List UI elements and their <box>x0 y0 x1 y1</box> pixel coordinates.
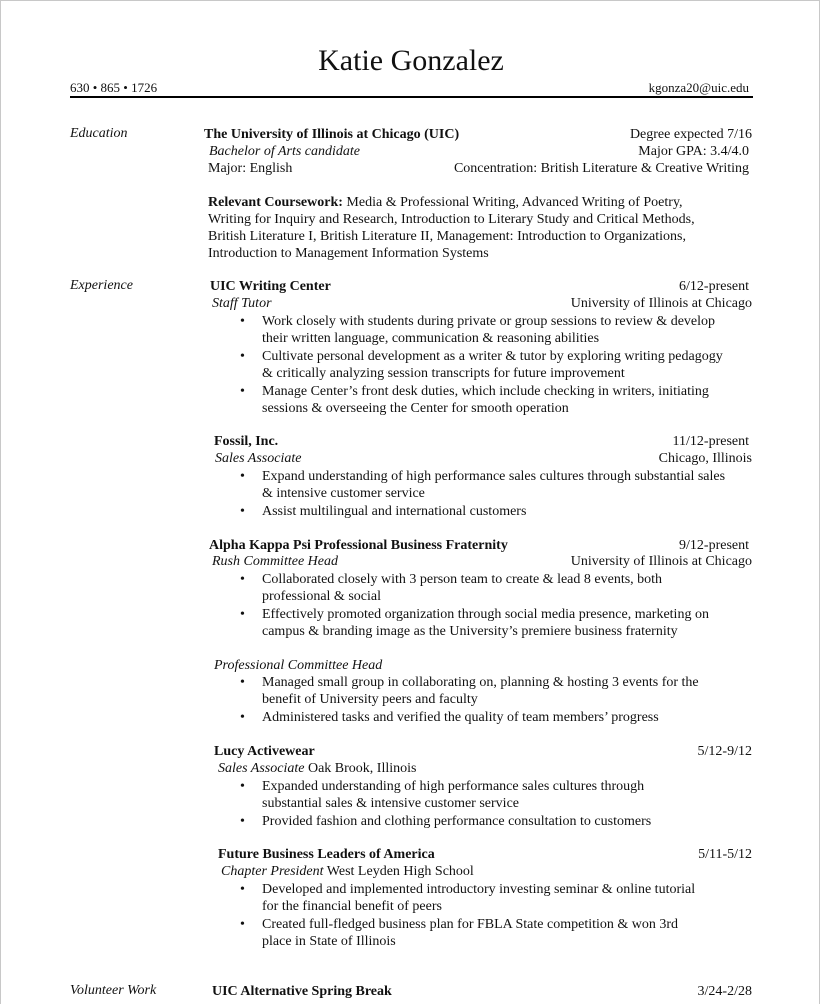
list-item: • Effectively promoted organization through social media presence, marketing on campus & branding image as the University’s premiere business fraternity <box>240 606 709 640</box>
list-item: • Expanded understanding of high performance sales cultures through substantial sales & intensive customer service <box>240 778 651 812</box>
job-org: Alpha Kappa Psi Professional Business Fraternity <box>209 538 508 553</box>
list-item: • Work closely with students during private or group sessions to review & develop their written language, communication & reasoning abilities <box>240 313 723 347</box>
volunteer-dates: 3/24-2/28 <box>697 984 752 999</box>
phone-number: 630 • 865 • 1726 <box>70 80 158 95</box>
list-item: • Cultivate personal development as a writer & tutor by exploring writing pedagogy & critically analyzing session transcripts for future improvement <box>240 348 723 382</box>
job-bullets <box>240 571 709 641</box>
section-label-education: Education <box>70 126 128 141</box>
list-item: • Expand understanding of high performance sales cultures through substantial sales & intensive customer service <box>240 468 725 502</box>
coursework-label: Relevant Coursework: <box>208 195 343 210</box>
education-degree-expected: Degree expected 7/16 <box>629 127 752 142</box>
education-major: Major: English <box>208 161 293 176</box>
list-item: • Developed and implemented introductory investing seminar & online tutorial for the financial benefit of peers <box>240 881 695 915</box>
job-org: Future Business Leaders of America <box>218 847 435 862</box>
job-bullets <box>240 313 723 418</box>
job-org: Lucy Activewear <box>214 744 315 759</box>
job-location: University of Illinois at Chicago <box>570 554 752 569</box>
header-rule <box>70 96 753 98</box>
job-bullets <box>240 881 695 951</box>
list-item: • Provided fashion and clothing performance consultation to customers <box>240 813 651 830</box>
section-label-volunteer: Volunteer Work <box>70 983 157 998</box>
job-bullets-secondary <box>240 674 699 727</box>
coursework-line: British Literature I, British Literature II, Management: Introduction to Organizations, <box>208 229 686 244</box>
job-location: Chicago, Illinois <box>658 451 752 466</box>
list-item: • Collaborated closely with 3 person team to create & lead 8 events, both professional & social <box>240 571 709 605</box>
education-degree: Bachelor of Arts candidate <box>209 144 360 159</box>
job-location: University of Illinois at Chicago <box>570 296 752 311</box>
job-role: Rush Committee Head <box>212 554 338 569</box>
list-item: • Administered tasks and verified the quality of team members’ progress <box>240 709 699 726</box>
list-item: • Created full-fledged business plan for FBLA State competition & won 3rd place in State of Illinois <box>240 916 695 950</box>
coursework-line: Media & Professional Writing, Advanced Writing of Poetry, <box>342 195 683 210</box>
job-dates: 5/11-5/12 <box>698 847 752 862</box>
candidate-name: Katie Gonzalez <box>318 44 504 77</box>
education-gpa: Major GPA: 3.4/4.0 <box>638 144 749 159</box>
job-dates: 6/12-present <box>679 279 749 294</box>
email-address: kgonza20@uic.edu <box>648 80 749 95</box>
coursework-line: Writing for Inquiry and Research, Introduction to Literary Study and Critical Methods, <box>208 212 695 227</box>
job-dates: 5/12-9/12 <box>697 744 752 759</box>
list-item: • Manage Center’s front desk duties, which include checking in writers, initiating sessions & overseeing the Center for smooth operation <box>240 383 723 417</box>
job-location: West Leyden High School <box>323 864 474 879</box>
job-dates: 9/12-present <box>679 538 749 553</box>
job-role: Staff Tutor <box>212 296 272 311</box>
job-location: Oak Brook, Illinois <box>304 761 417 776</box>
section-label-experience: Experience <box>70 278 133 293</box>
job-bullets <box>240 778 651 831</box>
job-role-location <box>221 863 474 880</box>
coursework-line: Introduction to Management Information Systems <box>208 246 489 261</box>
job-role: Sales Associate <box>215 451 302 466</box>
volunteer-org: UIC Alternative Spring Break <box>212 984 392 999</box>
relevant-coursework <box>208 194 683 211</box>
list-item: • Managed small group in collaborating on, planning & hosting 3 events for the benefit of University peers and faculty <box>240 674 699 708</box>
job-role: Sales Associate <box>218 761 305 776</box>
job-org: Fossil, Inc. <box>214 434 279 449</box>
job-dates: 11/12-present <box>672 434 749 449</box>
job-role-secondary: Professional Committee Head <box>214 658 383 673</box>
job-role-location <box>218 760 416 777</box>
job-org: UIC Writing Center <box>210 279 331 294</box>
job-role: Chapter President <box>221 864 324 879</box>
education-school: The University of Illinois at Chicago (UIC) <box>204 127 460 142</box>
education-concentration: Concentration: British Literature & Creative Writing <box>453 161 749 176</box>
list-item: • Assist multilingual and international customers <box>240 503 725 520</box>
job-bullets <box>240 468 725 521</box>
